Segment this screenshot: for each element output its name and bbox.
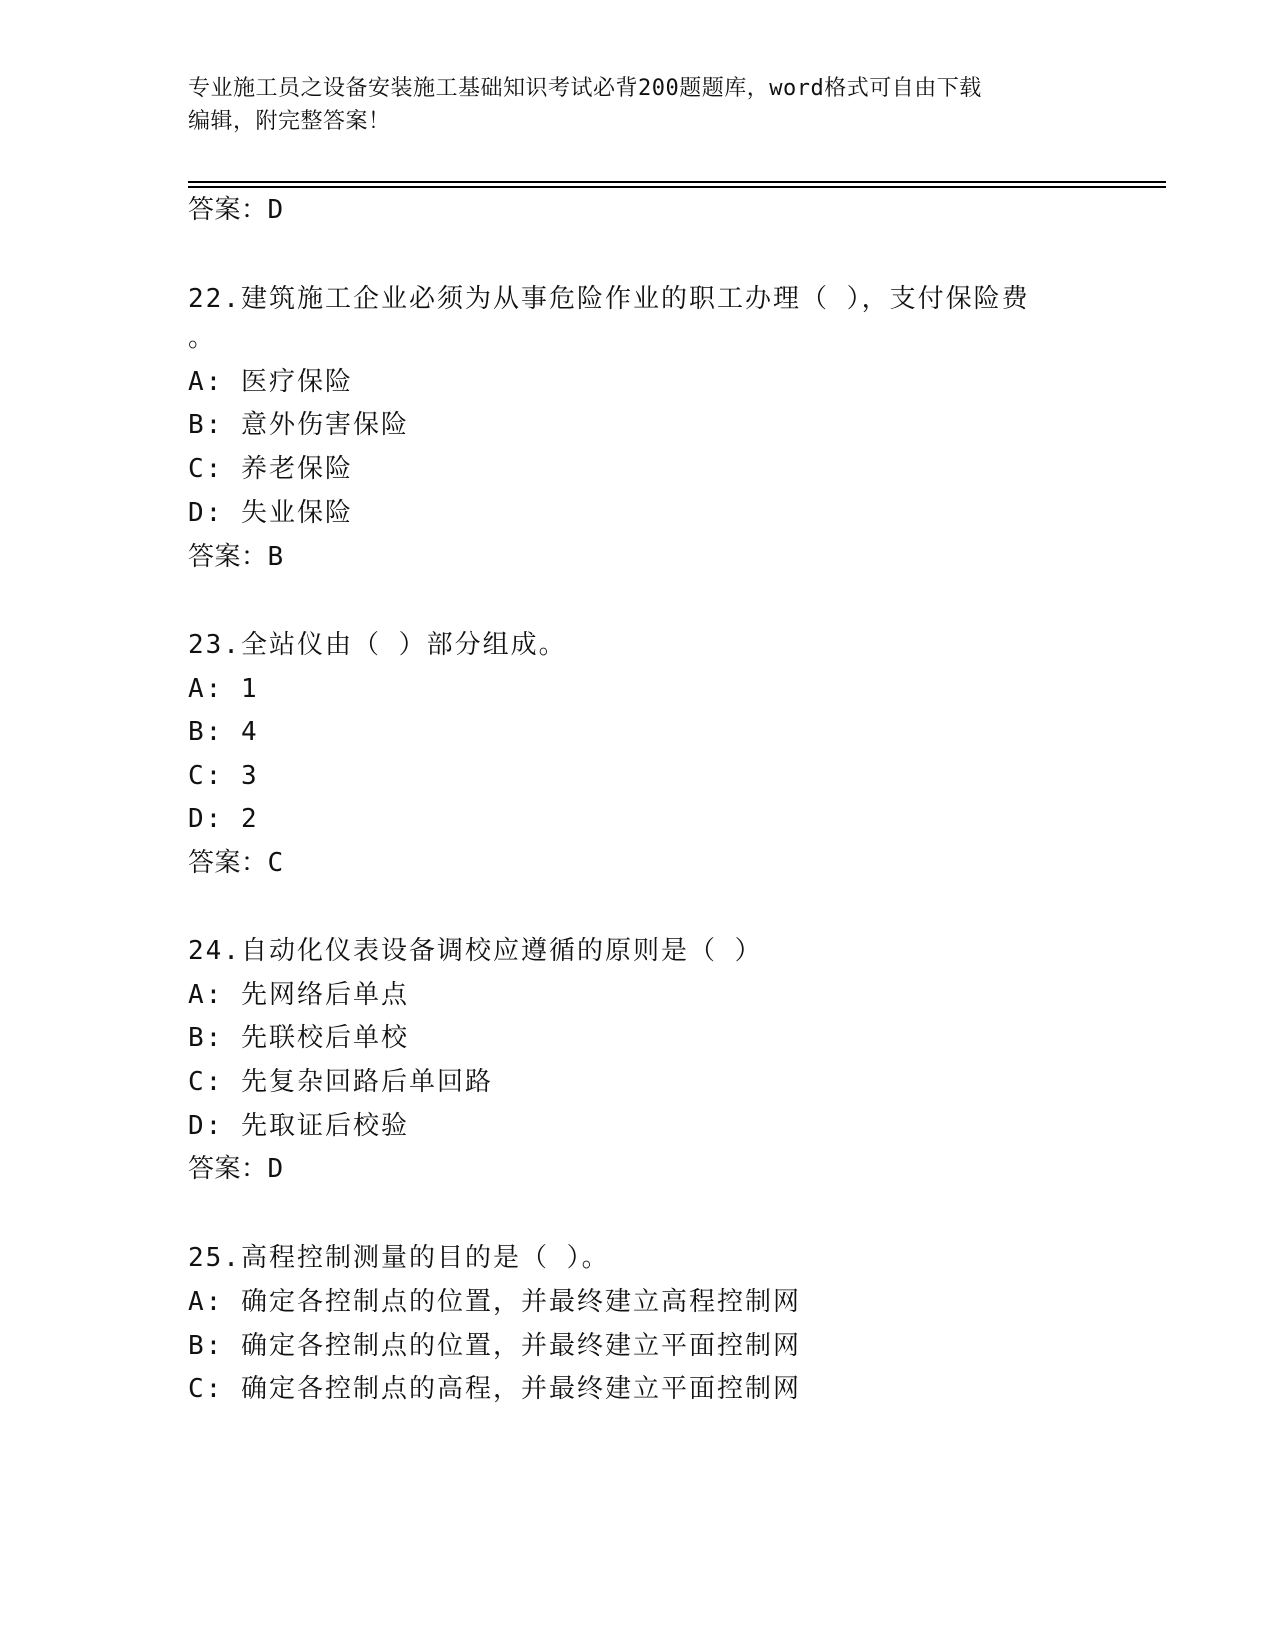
header-line-1: 专业施工员之设备安装施工基础知识考试必背200题题库，word格式可自由下载 bbox=[188, 76, 982, 101]
answer-22: 答案：B bbox=[188, 542, 284, 572]
question-24-stem: 24.自动化仪表设备调校应遵循的原则是（ ） bbox=[188, 936, 763, 966]
question-22-stem-cont: 。 bbox=[188, 323, 217, 353]
question-24-option-b: B: 先联校后单校 bbox=[188, 1023, 409, 1053]
question-25-option-b: B: 确定各控制点的位置，并最终建立平面控制网 bbox=[188, 1331, 801, 1361]
question-22-option-a: A: 医疗保险 bbox=[188, 367, 353, 397]
question-24-option-d: D: 先取证后校验 bbox=[188, 1111, 409, 1141]
question-24-option-c: C: 先复杂回路后单回路 bbox=[188, 1067, 493, 1097]
question-22-option-b: B: 意外伤害保险 bbox=[188, 410, 409, 440]
question-23-option-b: B: 4 bbox=[188, 717, 259, 747]
question-23-stem: 23.全站仪由（ ）部分组成。 bbox=[188, 630, 567, 660]
document-header bbox=[188, 72, 1068, 138]
answer-24: 答案：D bbox=[188, 1154, 284, 1184]
question-25-option-a: A: 确定各控制点的位置，并最终建立高程控制网 bbox=[188, 1287, 801, 1317]
header-divider-top bbox=[188, 181, 1166, 183]
question-23-option-c: C: 3 bbox=[188, 761, 259, 791]
question-22-option-c: C: 养老保险 bbox=[188, 454, 353, 484]
header-divider-bottom bbox=[188, 186, 1166, 188]
question-25-option-c: C: 确定各控制点的高程，并最终建立平面控制网 bbox=[188, 1374, 801, 1404]
question-23-option-a: A: 1 bbox=[188, 674, 259, 704]
answer-21: 答案：D bbox=[188, 195, 284, 225]
answer-23: 答案：C bbox=[188, 848, 284, 878]
question-23-option-d: D: 2 bbox=[188, 804, 259, 834]
question-24-option-a: A: 先网络后单点 bbox=[188, 980, 409, 1010]
question-22-option-d: D: 失业保险 bbox=[188, 498, 353, 528]
question-25-stem: 25.高程控制测量的目的是（ ）。 bbox=[188, 1243, 610, 1273]
header-line-2: 编辑，附完整答案！ bbox=[188, 109, 391, 134]
question-22-stem: 22.建筑施工企业必须为从事危险作业的职工办理（ ），支付保险费 bbox=[188, 284, 1030, 314]
